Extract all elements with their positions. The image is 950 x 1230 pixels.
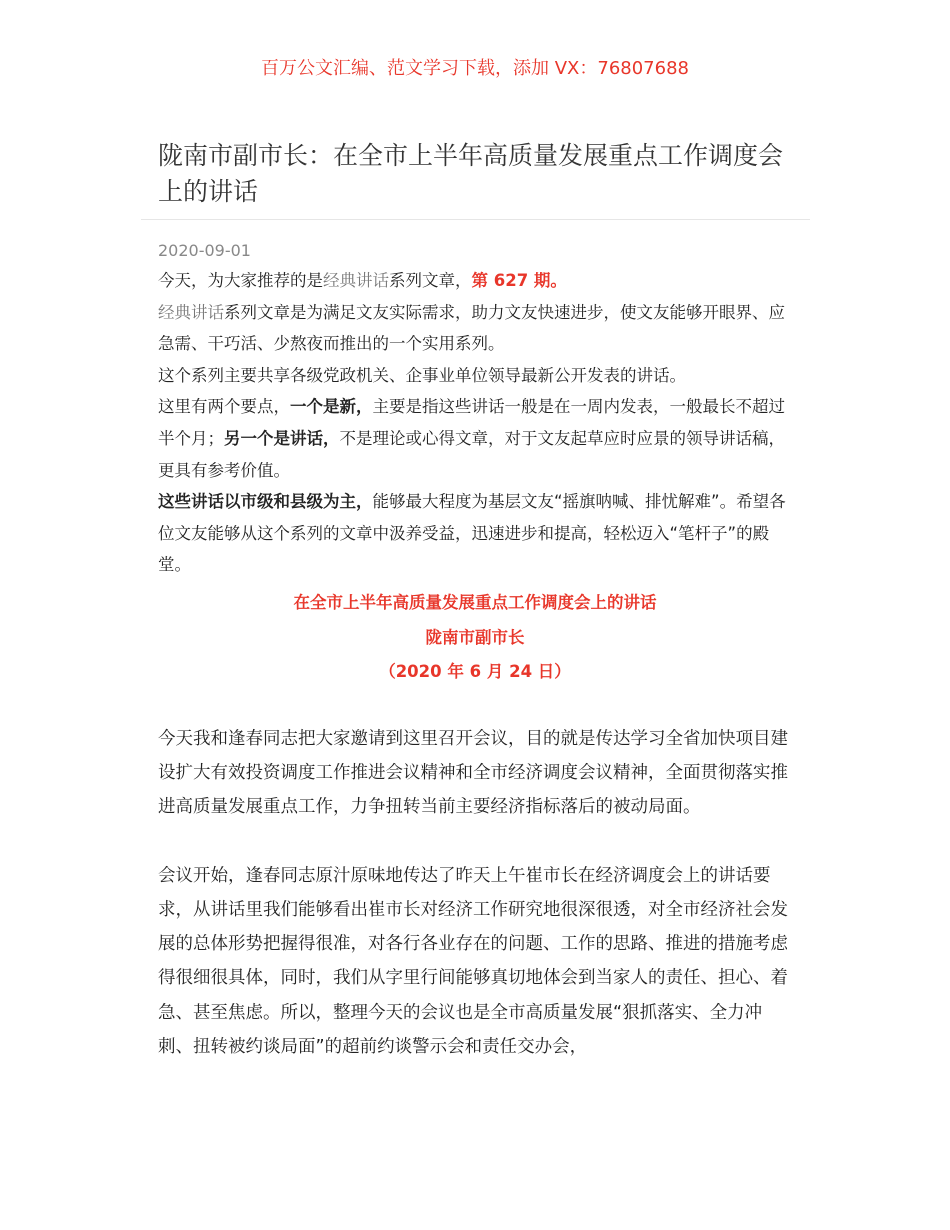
speech-title: 在全市上半年高质量发展重点工作调度会上的讲话: [293, 593, 657, 612]
title-divider: [141, 219, 810, 220]
intro-text: 今天，为大家推荐的是: [158, 271, 323, 290]
series-name: 经典讲话: [158, 302, 224, 322]
body-paragraph: 今天我和逢春同志把大家邀请到这里召开会议，目的就是传达学习全省加快项目建设扩大有效投资调度工作推进会议精神和全市经济调度会议精神，全面贯彻落实推进高质量发展重点工作，力争扭转当前主要经济指标落后的被动局面。: [158, 729, 788, 818]
intro-text: 系列文章是为满足文友实际需求，助力文友快速进步，使文友能够开眼界、应急需、干巧活、少熬夜而推出的一个实用系列。: [158, 302, 785, 354]
intro-paragraph-3: 这个系列主要共享各级党政机关、企事业单位领导最新公开发表的讲话。: [158, 365, 686, 385]
speech-speaker: 陇南市副市长: [425, 627, 525, 647]
intro-text: 能够最大程度为基层文友“摇旗呐喊、排忧解难”。希望各位文友能够从这个系列的文章中汲养受益，迅速进步和提高，轻松迈入“笔杆子”的殿堂。: [158, 492, 786, 575]
intro-text: 不是理论或心得文章，对于文友起草应时应景的领导讲话稿，更具有参考价值。: [158, 428, 785, 480]
body-paragraph: 会议开始，逢春同志原汁原味地传达了昨天上午崔市长在经济调度会上的讲话要求，从讲话里我们能够看出崔市长对经济工作研究地很深很透，对全市经济社会发展的总体形势把握得很准，对各行各业存在的问题、工作的思路、推进的措施考虑得很细很具体，同时，我们从字里行间能够真切地体会到当家人的责任、担心、着急、甚至焦虑。所以，整理今天的会议也是全市高质量发展“狠抓落实、全力冲刺、扭转被约谈局面”的超前约谈警示会和责任交办会，: [158, 865, 788, 1057]
speech-date: （2020 年 6 月 24 日）: [379, 662, 571, 681]
intro-text: 这里有两个要点，: [158, 397, 290, 417]
series-intro: [158, 265, 794, 581]
intro-paragraph-4: [158, 391, 794, 486]
intro-paragraph-5: [158, 486, 794, 581]
key-point-speech: 另一个是讲话，: [224, 428, 340, 448]
intro-paragraph-2: [158, 297, 794, 360]
publish-date: 2020-09-01: [158, 241, 251, 260]
intro-paragraph-1: [158, 265, 794, 297]
intro-text: 系列文章，: [389, 271, 472, 290]
key-point-level: 这些讲话以市级和县级为主，: [158, 492, 373, 512]
promo-banner: 百万公文汇编、范文学习下载，添加 VX：76807688: [261, 58, 689, 79]
issue-number: 第 627 期。: [471, 271, 567, 290]
speech-body: [158, 722, 794, 1098]
series-name: 经典讲话: [323, 271, 389, 290]
intro-text: 主要是指这些讲话一般是在一周内发表，一般最长不超过半个月；: [158, 397, 785, 448]
key-point-new: 一个是新，: [290, 397, 373, 417]
speech-header: [158, 586, 792, 690]
article-title: 陇南市副市长：在全市上半年高质量发展重点工作调度会上的讲话: [158, 141, 784, 206]
